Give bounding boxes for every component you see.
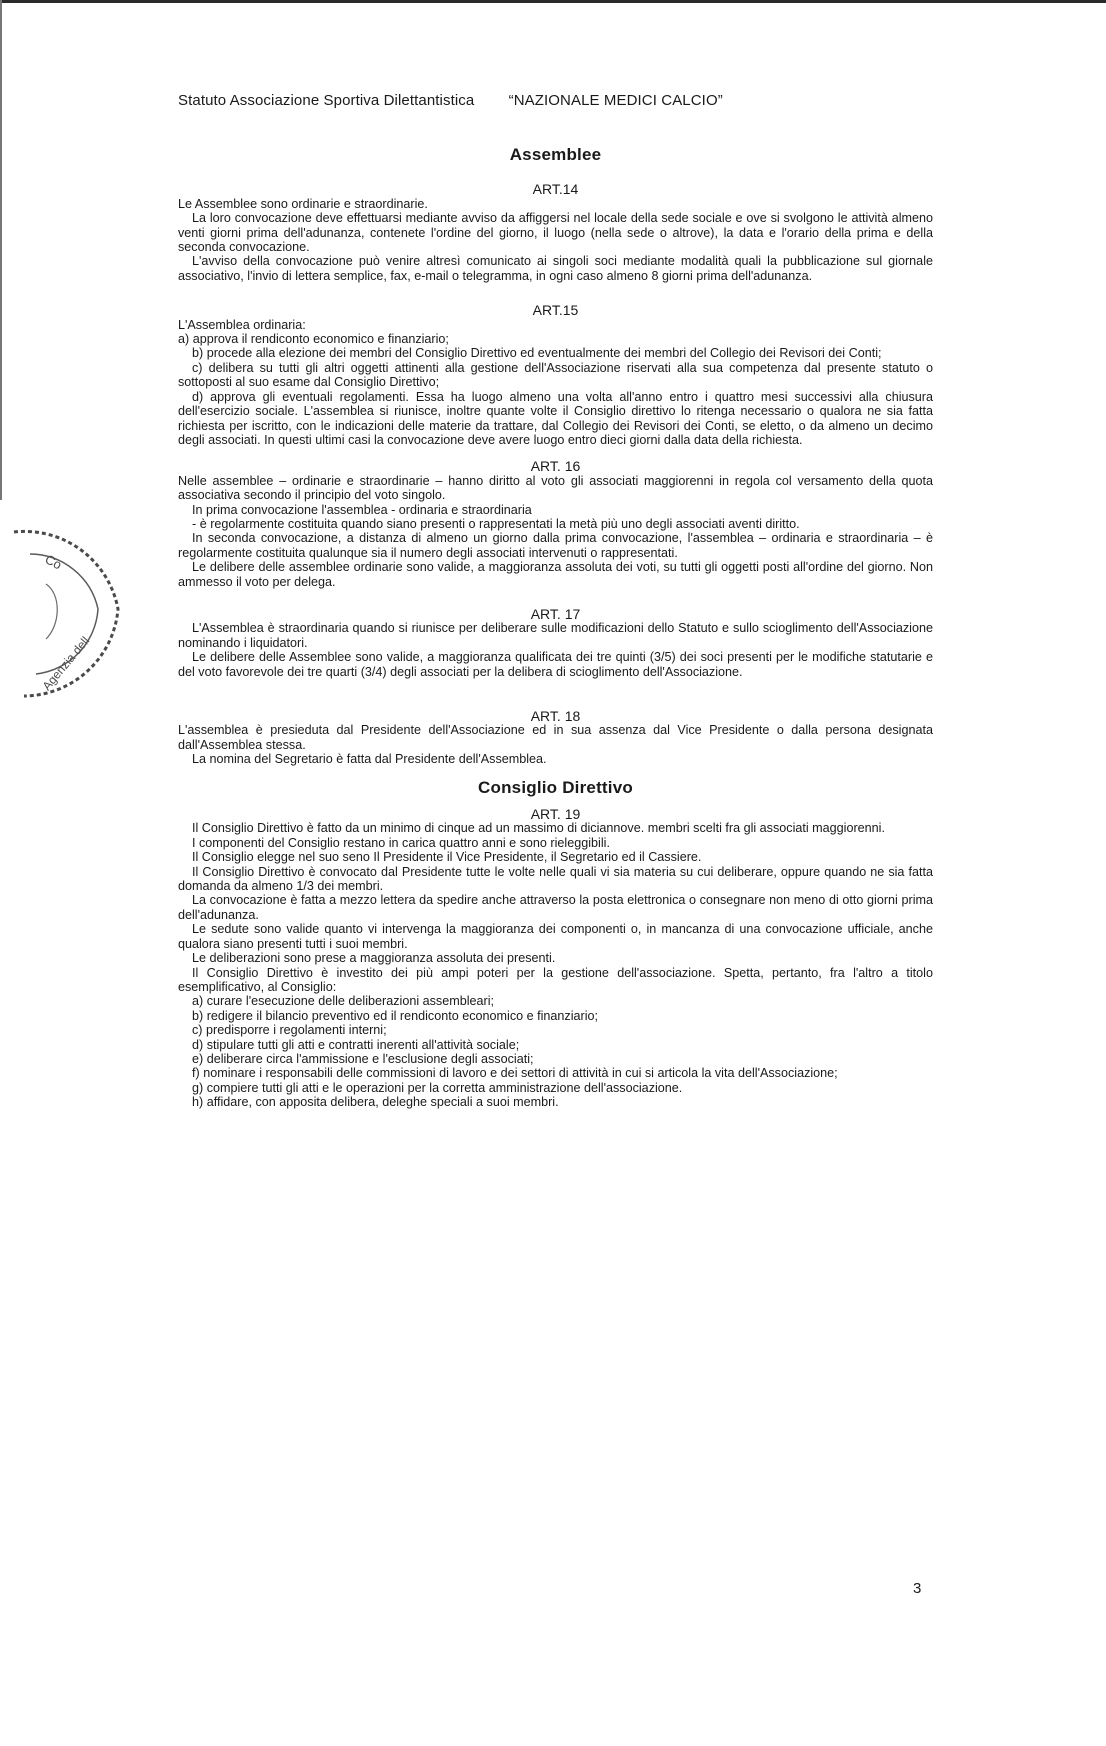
paragraph: In prima convocazione l'assemblea - ordinaria e straordinaria <box>192 502 532 517</box>
list-item: a) approva il rendiconto economico e finanziario; <box>178 332 449 347</box>
article-title: ART. 16 <box>530 458 581 475</box>
paragraph: Il Consiglio Direttivo è fatto da un minimo di cinque ad un massimo di diciannove. membri scelti fra gli associati maggiorenni. <box>192 821 885 836</box>
paragraph: La convocazione è fatta a mezzo lettera da spedire anche attraverso la posta elettronica o consegnare non meno di otto giorni prima dell'adunanza. <box>178 893 933 922</box>
paragraph: La loro convocazione deve effettuarsi mediante avviso da affiggersi nel locale della sede sociale e ove si svolgono le attività almeno venti giorni prima dell'adunanza, contenete l'ordine del giorno, il luogo (nella sede o altrove), la data e l'orario della prima e della seconda convocazione. <box>178 211 933 255</box>
list-item: a) curare l'esecuzione delle deliberazioni assembleari; <box>192 994 495 1009</box>
article-title: ART.15 <box>532 302 579 319</box>
statute-title: Statuto Associazione Sportiva Dilettantistica <box>178 92 475 109</box>
list-item: b) redigere il bilancio preventivo ed il rendiconto economico e finanziario; <box>192 1008 599 1023</box>
list-item: d) approva gli eventuali regolamenti. Essa ha luogo almeno una volta all'anno entro i quattro mesi successivi alla chiusura dell'esercizio sociale. L'assemblea si riunisce, inoltre quante volte il Consiglio direttivo lo ritenga necessario o qualora ne sia fatta richiesta per iscritto, con le indicazioni delle materie da trattare, dal Collegio dei Revisori dei Conti, se eletto, o da almeno un decimo degli associati. In questi ultimi casi la convocazione deve avere luogo entro dieci giorni dalla data della richiesta. <box>178 389 933 447</box>
page-number: 3 <box>913 1580 922 1597</box>
paragraph: Il Consiglio Direttivo è convocato dal Presidente tutte le volte nelle quali vi sia materia su cui deliberare, oppure quando ne sia fatta domanda da almeno 1/3 dei membri. <box>178 864 933 894</box>
paragraph: Il Consiglio Direttivo è investito dei più ampi poteri per la gestione dell'associazione. Spetta, pertanto, fra l'altro a titolo esemplificativo, al Consiglio: <box>178 965 933 994</box>
scan-left-border <box>0 0 2 500</box>
paragraph: L'assemblea è presieduta dal Presidente dell'Associazione ed in sua assenza dal Vice Presidente o dalla persona designata dall'Assemblea stessa. <box>178 723 933 752</box>
paragraph: L'Assemblea ordinaria: <box>178 317 306 332</box>
paragraph: Le delibere delle Assemblee sono valide, a maggioranza qualificata dei tre quinti (3/5) dei soci presenti per le modifiche statutarie e del voto favorevole dei tre quarti (3/4) degli associati per la delibera di scioglimento dell'Associazione. <box>178 650 933 679</box>
paragraph: - è regolarmente costituita quando siano presenti o rappresentati la metà più uno degli associati aventi diritto. <box>192 516 800 531</box>
paragraph: Le sedute sono valide quanto vi intervenga la maggioranza dei componenti o, in mancanza di una convocazione ufficiale, anche qualora siano presenti tutti i suoi membri. <box>178 922 933 951</box>
list-item: b) procede alla elezione dei membri del Consiglio Direttivo ed eventualmente dei membri del Collegio dei Revisori dei Conti; <box>192 346 882 361</box>
list-item: g) compiere tutti gli atti e le operazioni per la corretta amministrazione dell'associazione. <box>192 1080 683 1095</box>
list-item: f) nominare i responsabili delle commissioni di lavoro e dei settori di attività in cui si articola la vita dell'Associazione; <box>192 1066 838 1081</box>
paragraph: La nomina del Segretario è fatta dal Presidente dell'Assemblea. <box>192 752 547 767</box>
article-title: ART. 19 <box>530 806 581 823</box>
association-name: “NAZIONALE MEDICI CALCIO” <box>508 92 723 109</box>
paragraph: L'Assemblea è straordinaria quando si riunisce per deliberare sulle modificazioni dello Statuto e sullo scioglimento dell'Associazione nominando i liquidatori. <box>178 621 933 650</box>
paragraph: Le delibere delle assemblee ordinarie sono valide, a maggioranza assoluta dei voti, su tutti gli oggetti posti all'ordine del giorno. Non ammesso il voto per delega. <box>178 560 933 589</box>
paragraph: Il Consiglio elegge nel suo seno Il Presidente il Vice Presidente, il Segretario ed il Cassiere. <box>192 850 702 865</box>
paragraph: L'avviso della convocazione può venire altresì comunicato ai singoli soci mediante modalità quali la pubblicazione sul giornale associativo, l'invio di lettera semplice, fax, e-mail o telegramma, in ogni caso almeno 8 giorni prima dell'adunanza. <box>178 254 933 283</box>
list-item: h) affidare, con apposita delibera, deleghe speciali a suoi membri. <box>192 1095 559 1110</box>
paragraph: Le Assemblee sono ordinarie e straordinarie. <box>178 196 428 211</box>
section-heading-assemblee: Assemblee <box>509 145 602 164</box>
stamp-icon <box>6 514 126 704</box>
article-title: ART. 18 <box>530 708 581 724</box>
paragraph: Nelle assemblee – ordinarie e straordinarie – hanno diritto al voto gli associati maggiorenni in regola col versamento della quota associativa secondo il principio del voto singolo. <box>178 473 933 503</box>
official-stamp <box>6 514 126 704</box>
list-item: d) stipulare tutti gli atti e contratti inerenti all'attività sociale; <box>192 1037 520 1052</box>
page-header <box>178 92 938 109</box>
svg-text:Agenzia dell: Agenzia dell <box>39 633 93 693</box>
list-item: c) predisporre i regolamenti interni; <box>192 1023 387 1038</box>
paragraph: Le deliberazioni sono prese a maggioranza assoluta dei presenti. <box>192 951 556 966</box>
paragraph: I componenti del Consiglio restano in carica quattro anni e sono rieleggibili. <box>192 835 610 850</box>
scan-top-border <box>0 0 1106 3</box>
section-heading-consiglio-direttivo: Consiglio Direttivo <box>478 777 633 797</box>
list-item: c) delibera su tutti gli altri oggetti attinenti alla gestione dell'Associazione riservati alla sua competenza dal presente statuto o sottoposti al suo esame dal Consiglio Direttivo; <box>178 360 933 390</box>
svg-text:Co: Co <box>42 551 65 573</box>
article-title: ART.14 <box>532 181 579 198</box>
list-item: e) deliberare circa l'ammissione e l'esclusione degli associati; <box>192 1051 534 1066</box>
paragraph: In seconda convocazione, a distanza di almeno un giorno dalla prima convocazione, l'assemblea – ordinaria e straordinaria – è regolarmente costituita qualunque sia il numero degli associati intervenuti o rappresentati. <box>178 531 933 560</box>
document-body <box>178 145 933 1110</box>
article-title: ART. 17 <box>530 605 581 622</box>
